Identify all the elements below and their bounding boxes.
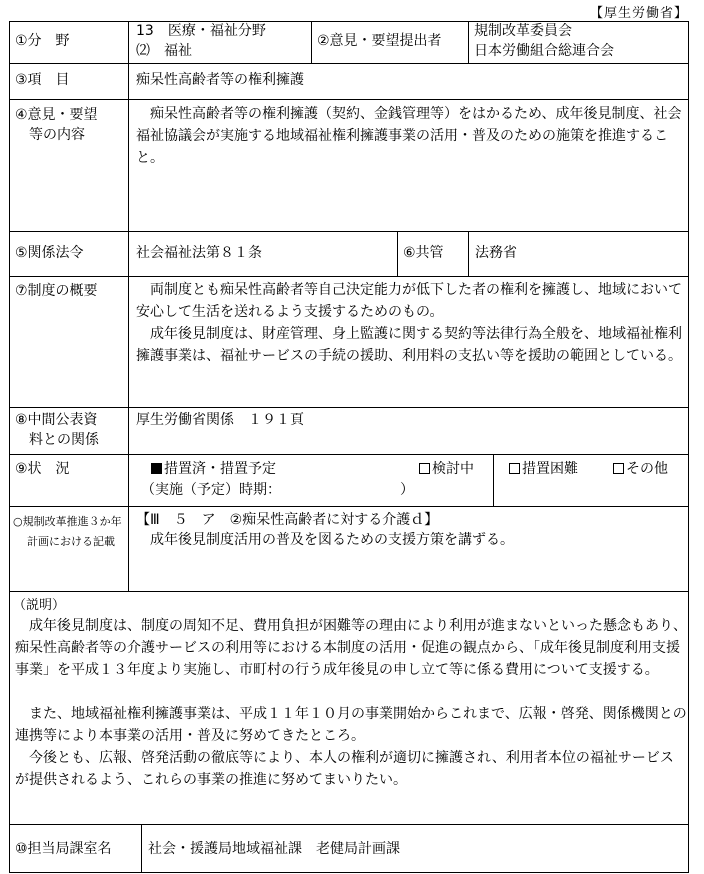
table-rule <box>9 21 10 873</box>
field-label: ①分 野 <box>15 33 70 49</box>
explanation-para1: 成年後見制度は、制度の周知不足、費用負担が困難等の理由により利用が進まないといった懸念もあり、痴呆性高齢者等の介護サービスの利用等における本制度の活用・促進の観点から、「成年後見制度利用支援事業」を平成１３年度より実施し、市町村の行う成年後見の申し立て等に係る費用について支援する。 <box>15 618 687 678</box>
interim-label-line2: 料との関係 <box>29 432 99 448</box>
table-rule <box>141 824 142 872</box>
table-rule <box>311 21 312 63</box>
checkbox-icon <box>613 463 624 474</box>
interim-label-line1: ⑧中間公表資 <box>15 412 98 428</box>
status-option-done-label: 措置済・措置予定 <box>164 461 276 477</box>
checkbox-icon <box>509 463 520 474</box>
checked-box-icon <box>151 463 162 474</box>
status-option-review-label: 検討中 <box>432 461 474 477</box>
status-label: ⑨状 況 <box>15 461 70 477</box>
plan-line2: 成年後見制度活用の普及を図るための支援方策を講ずる。 <box>136 532 514 548</box>
overview-para2: 成年後見制度は、財産管理、身上監護に関する契約等法律行為全般を、地域福祉権利擁護事業は、福祉サービスの手続の援助、利用料の支払い等を援助の範囲としている。 <box>136 326 682 364</box>
joint-label: ⑥共管 <box>403 245 444 261</box>
status-option-difficult-label: 措置困難 <box>522 461 578 477</box>
field-value-line1: 13 医療・福祉分野 <box>136 23 266 39</box>
table-rule <box>9 454 689 455</box>
checkbox-icon <box>419 463 430 474</box>
table-rule <box>688 21 689 873</box>
table-rule <box>397 231 398 276</box>
table-rule <box>9 231 689 232</box>
status-option-done[interactable] <box>151 459 276 480</box>
status-option-other-label: その他 <box>626 461 668 477</box>
status-option-review[interactable] <box>419 459 474 480</box>
field-value-line2: ⑵ 福祉 <box>136 43 192 59</box>
submitter-line2: 日本労働組合総連合会 <box>474 43 614 59</box>
opinion-label-line2: 等の内容 <box>29 127 85 143</box>
table-rule <box>9 824 689 825</box>
table-rule <box>128 21 129 591</box>
submitter-line1: 規制改革委員会 <box>474 23 572 39</box>
table-rule <box>9 276 689 277</box>
item-label: ③項 目 <box>15 72 70 88</box>
department-label: 【厚生労働省】 <box>589 6 688 21</box>
document-table <box>9 21 689 873</box>
table-rule <box>9 21 689 22</box>
plan-line1: 【Ⅲ ５ ア ②痴呆性高齢者に対する介護ｄ】 <box>136 512 439 528</box>
law-value: 社会福祉法第８１条 <box>136 245 262 261</box>
table-rule <box>9 63 689 64</box>
table-rule <box>9 872 689 873</box>
law-label: ⑤関係法令 <box>15 245 84 261</box>
table-rule <box>9 591 689 592</box>
table-rule <box>9 506 689 507</box>
status-schedule: （実施（予定）時期： ） <box>141 482 414 498</box>
office-value: 社会・援護局地域福祉課 老健局計画課 <box>148 841 400 857</box>
office-label: ⑩担当局課室名 <box>15 841 112 857</box>
plan-label-line2: 計画における記載 <box>27 535 115 548</box>
explanation-para2: また、地域福祉権利擁護事業は、平成１１年１０月の事業開始からこれまで、広報・啓発、関係機関との連携等により本事業の活用・普及に努めてきたところ。 <box>15 706 687 744</box>
explanation-heading: （説明） <box>13 598 66 613</box>
submitter-label: ②意見・要望提出者 <box>317 33 442 49</box>
joint-value: 法務省 <box>475 245 517 261</box>
overview-label: ⑦制度の概要 <box>15 283 98 299</box>
explanation-para3: 今後とも、広報、啓発活動の徹底等により、本人の権利が適切に擁護され、利用者本位の福祉サービスが提供されるよう、これらの事業の推進に努めてまいりたい。 <box>15 750 674 788</box>
item-value: 痴呆性高齢者等の権利擁護 <box>136 72 304 88</box>
opinion-label-line1: ④意見・要望 <box>15 107 98 123</box>
table-rule <box>468 21 469 63</box>
status-option-other[interactable] <box>613 459 668 480</box>
interim-value: 厚生労働省関係 １９１頁 <box>136 412 304 428</box>
table-rule <box>468 231 469 276</box>
table-rule <box>9 407 689 408</box>
plan-label-line1: ○規制改革推進３か年 <box>13 515 122 528</box>
overview-para1: 両制度とも痴呆性高齢者等自己決定能力が低下した者の権利を擁護し、地域において安心して生活を送れるよう支援するためのもの。 <box>136 282 682 320</box>
status-option-difficult[interactable] <box>509 459 578 480</box>
opinion-text: 痴呆性高齢者等の権利擁護（契約、金銭管理等）をはかるため、成年後見制度、社会福祉協議会が実施する地域福祉権利擁護事業の活用・普及のための施策を推進すること。 <box>136 106 682 166</box>
table-rule <box>9 99 689 100</box>
table-rule <box>493 454 494 506</box>
